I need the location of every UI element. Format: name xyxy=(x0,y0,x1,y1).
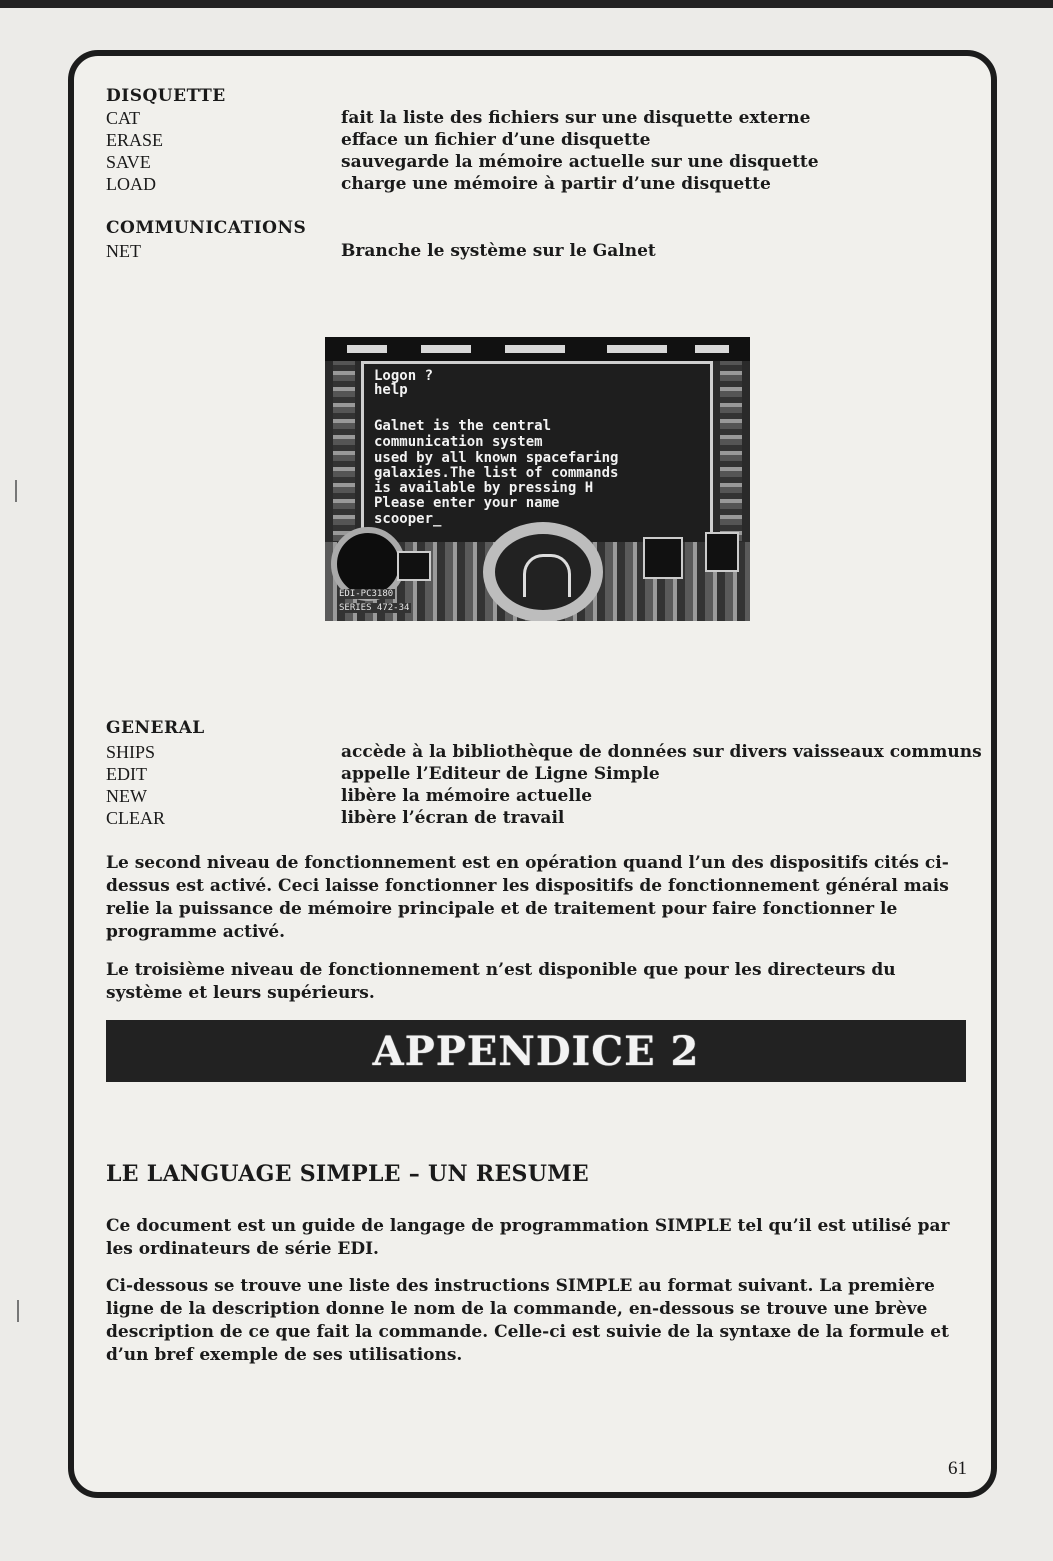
command-cat: CAT xyxy=(106,108,141,128)
screenshot-hatch xyxy=(483,522,603,621)
top-rule xyxy=(0,0,1053,8)
galnet-screenshot xyxy=(325,337,750,621)
galnet-terminal xyxy=(361,361,713,545)
paragraph-intro: Ce document est un guide de langage de programmation SIMPLE tel qu’il est utilisé par les ordinateurs de série EDI. xyxy=(106,1216,950,1259)
paragraph-second-level: Le second niveau de fonctionnement est en opération quand l’un des dispositifs cités ci-dessus est activé. Ceci laisse fonctionner les dispositifs de fonctionnement général mais relie la puissance de mémoire principale et de traitement pour faire fonctionner le programme activé. xyxy=(106,853,949,942)
command-erase: ERASE xyxy=(106,130,164,150)
screenshot-panel xyxy=(705,532,739,572)
section-title: LE LANGUAGE SIMPLE – UN RESUME xyxy=(106,1161,589,1187)
section-heading-disquette: DISQUETTE xyxy=(106,86,226,106)
screenshot-left-pillar xyxy=(333,361,355,541)
command-ships: SHIPS xyxy=(106,742,156,762)
paragraph-third-level: Le troisième niveau de fonctionnement n’est disponible que pour les directeurs du système et leurs supérieurs. xyxy=(106,960,896,1003)
terminal-line: help xyxy=(374,382,408,398)
screenshot-label: SERIES 472-34 xyxy=(339,603,410,613)
terminal-line: used by all known spacefaring xyxy=(374,450,619,466)
command-load: LOAD xyxy=(106,174,156,194)
command-clear-description: libère l’écran de travail xyxy=(341,808,565,828)
command-ships-description: accède à la bibliothèque de données sur divers vaisseaux communs xyxy=(341,742,982,762)
appendix-banner xyxy=(106,1020,966,1082)
command-load-description: charge une mémoire à partir d’une disquette xyxy=(341,174,771,194)
terminal-line: is available by pressing H xyxy=(374,480,594,496)
command-clear: CLEAR xyxy=(106,808,166,828)
command-net: NET xyxy=(106,241,141,261)
paragraph-format: Ci-dessous se trouve une liste des instructions SIMPLE au format suivant. La première ligne de la description donne le nom de la commande, en-dessous se trouve une brève description de ce que fait la commande. Celle-ci est suivie de la syntaxe de la formule et d’un bref exemple de ses utilisations. xyxy=(106,1276,949,1365)
terminal-line: Please enter your name xyxy=(374,495,560,511)
command-save: SAVE xyxy=(106,152,151,172)
section-heading-communications: COMMUNICATIONS xyxy=(106,218,307,238)
appendix-banner-text: APPENDICE 2 xyxy=(372,1027,700,1075)
command-edit-description: appelle l’Editeur de Ligne Simple xyxy=(341,764,660,784)
command-save-description: sauvegarde la mémoire actuelle sur une disquette xyxy=(341,152,819,172)
section-heading-general: GENERAL xyxy=(106,718,205,738)
command-net-description: Branche le système sur le Galnet xyxy=(341,241,656,261)
command-edit: EDIT xyxy=(106,764,147,784)
command-cat-description: fait la liste des fichiers sur une disquette externe xyxy=(341,108,811,128)
screenshot-panel xyxy=(397,551,431,581)
margin-mark xyxy=(15,480,17,502)
terminal-line: Logon ? xyxy=(374,368,434,384)
terminal-line: scooper_ xyxy=(374,511,442,527)
screenshot-label: EDI-PC3180 xyxy=(339,589,394,599)
command-new-description: libère la mémoire actuelle xyxy=(341,786,593,806)
terminal-line: communication system xyxy=(374,434,543,450)
command-new: NEW xyxy=(106,786,147,806)
command-erase-description: efface un fichier d’une disquette xyxy=(341,130,651,150)
margin-mark xyxy=(17,1300,19,1322)
screenshot-top-bar xyxy=(325,337,750,361)
terminal-line: galaxies.The list of commands xyxy=(374,465,619,481)
screenshot-panel xyxy=(643,537,683,579)
screenshot-right-pillar xyxy=(720,361,742,541)
terminal-line: Galnet is the central xyxy=(374,418,552,434)
page-number: 61 xyxy=(948,1458,967,1479)
